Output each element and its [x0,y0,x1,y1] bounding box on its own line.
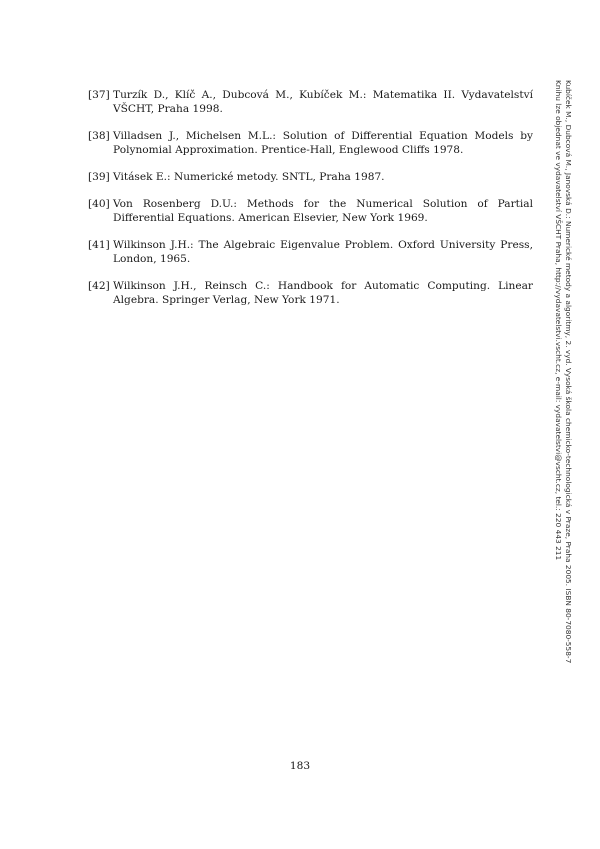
reference-number: [39] [88,171,110,183]
reference-number: [38] [88,130,110,142]
reference-item [88,197,533,225]
side-note-line-1: Kubíček M., Dubcová M., Janovská D.: Numerické metody a algoritmy, 2. vyd. Vysoká škola chemicko-technologická v Praze, Praha 2005. ISBN 80-7080-558-7 [564,80,573,664]
reference-text: Turzík D., Klíč A., Dubcová M., Kubíček M.: Matematika II. Vydavatelství VŠCHT, Praha 1998. [113,89,533,116]
reference-text: Wilkinson J.H., Reinsch C.: Handbook for Automatic Computing. Linear Algebra. Springer Verlag, New York 1971. [113,279,533,306]
page-number: 183 [289,760,311,772]
publisher-side-note [553,80,573,663]
reference-text: Von Rosenberg D.U.: Methods for the Numerical Solution of Partial Differential Equations. American Elsevier, New York 1969. [113,197,533,224]
reference-list [88,88,533,320]
reference-number: [40] [88,197,110,210]
reference-item [88,170,533,184]
side-note-line-2: Knihu lze objednat ve vydavatelství VŠCHT Praha, http://vydavatelstvi.vscht.cz, e-mail: vydavatelstvi@vscht.cz, tel.: 220 443 211 [554,80,563,561]
reference-item [88,279,533,307]
reference-number: [42] [88,279,110,292]
reference-text: Villadsen J., Michelsen M.L.: Solution of Differential Equation Models by Polynomial Approximation. Prentice-Hall, Englewood Cliffs 1978. [113,130,533,157]
reference-number: [41] [88,238,110,251]
reference-number: [37] [88,89,110,101]
reference-item [88,88,533,116]
reference-text: Vitásek E.: Numerické metody. SNTL, Praha 1987. [113,171,385,183]
reference-item [88,238,533,266]
reference-item [88,129,533,157]
reference-text: Wilkinson J.H.: The Algebraic Eigenvalue Problem. Oxford University Press, London, 1965. [113,238,533,265]
